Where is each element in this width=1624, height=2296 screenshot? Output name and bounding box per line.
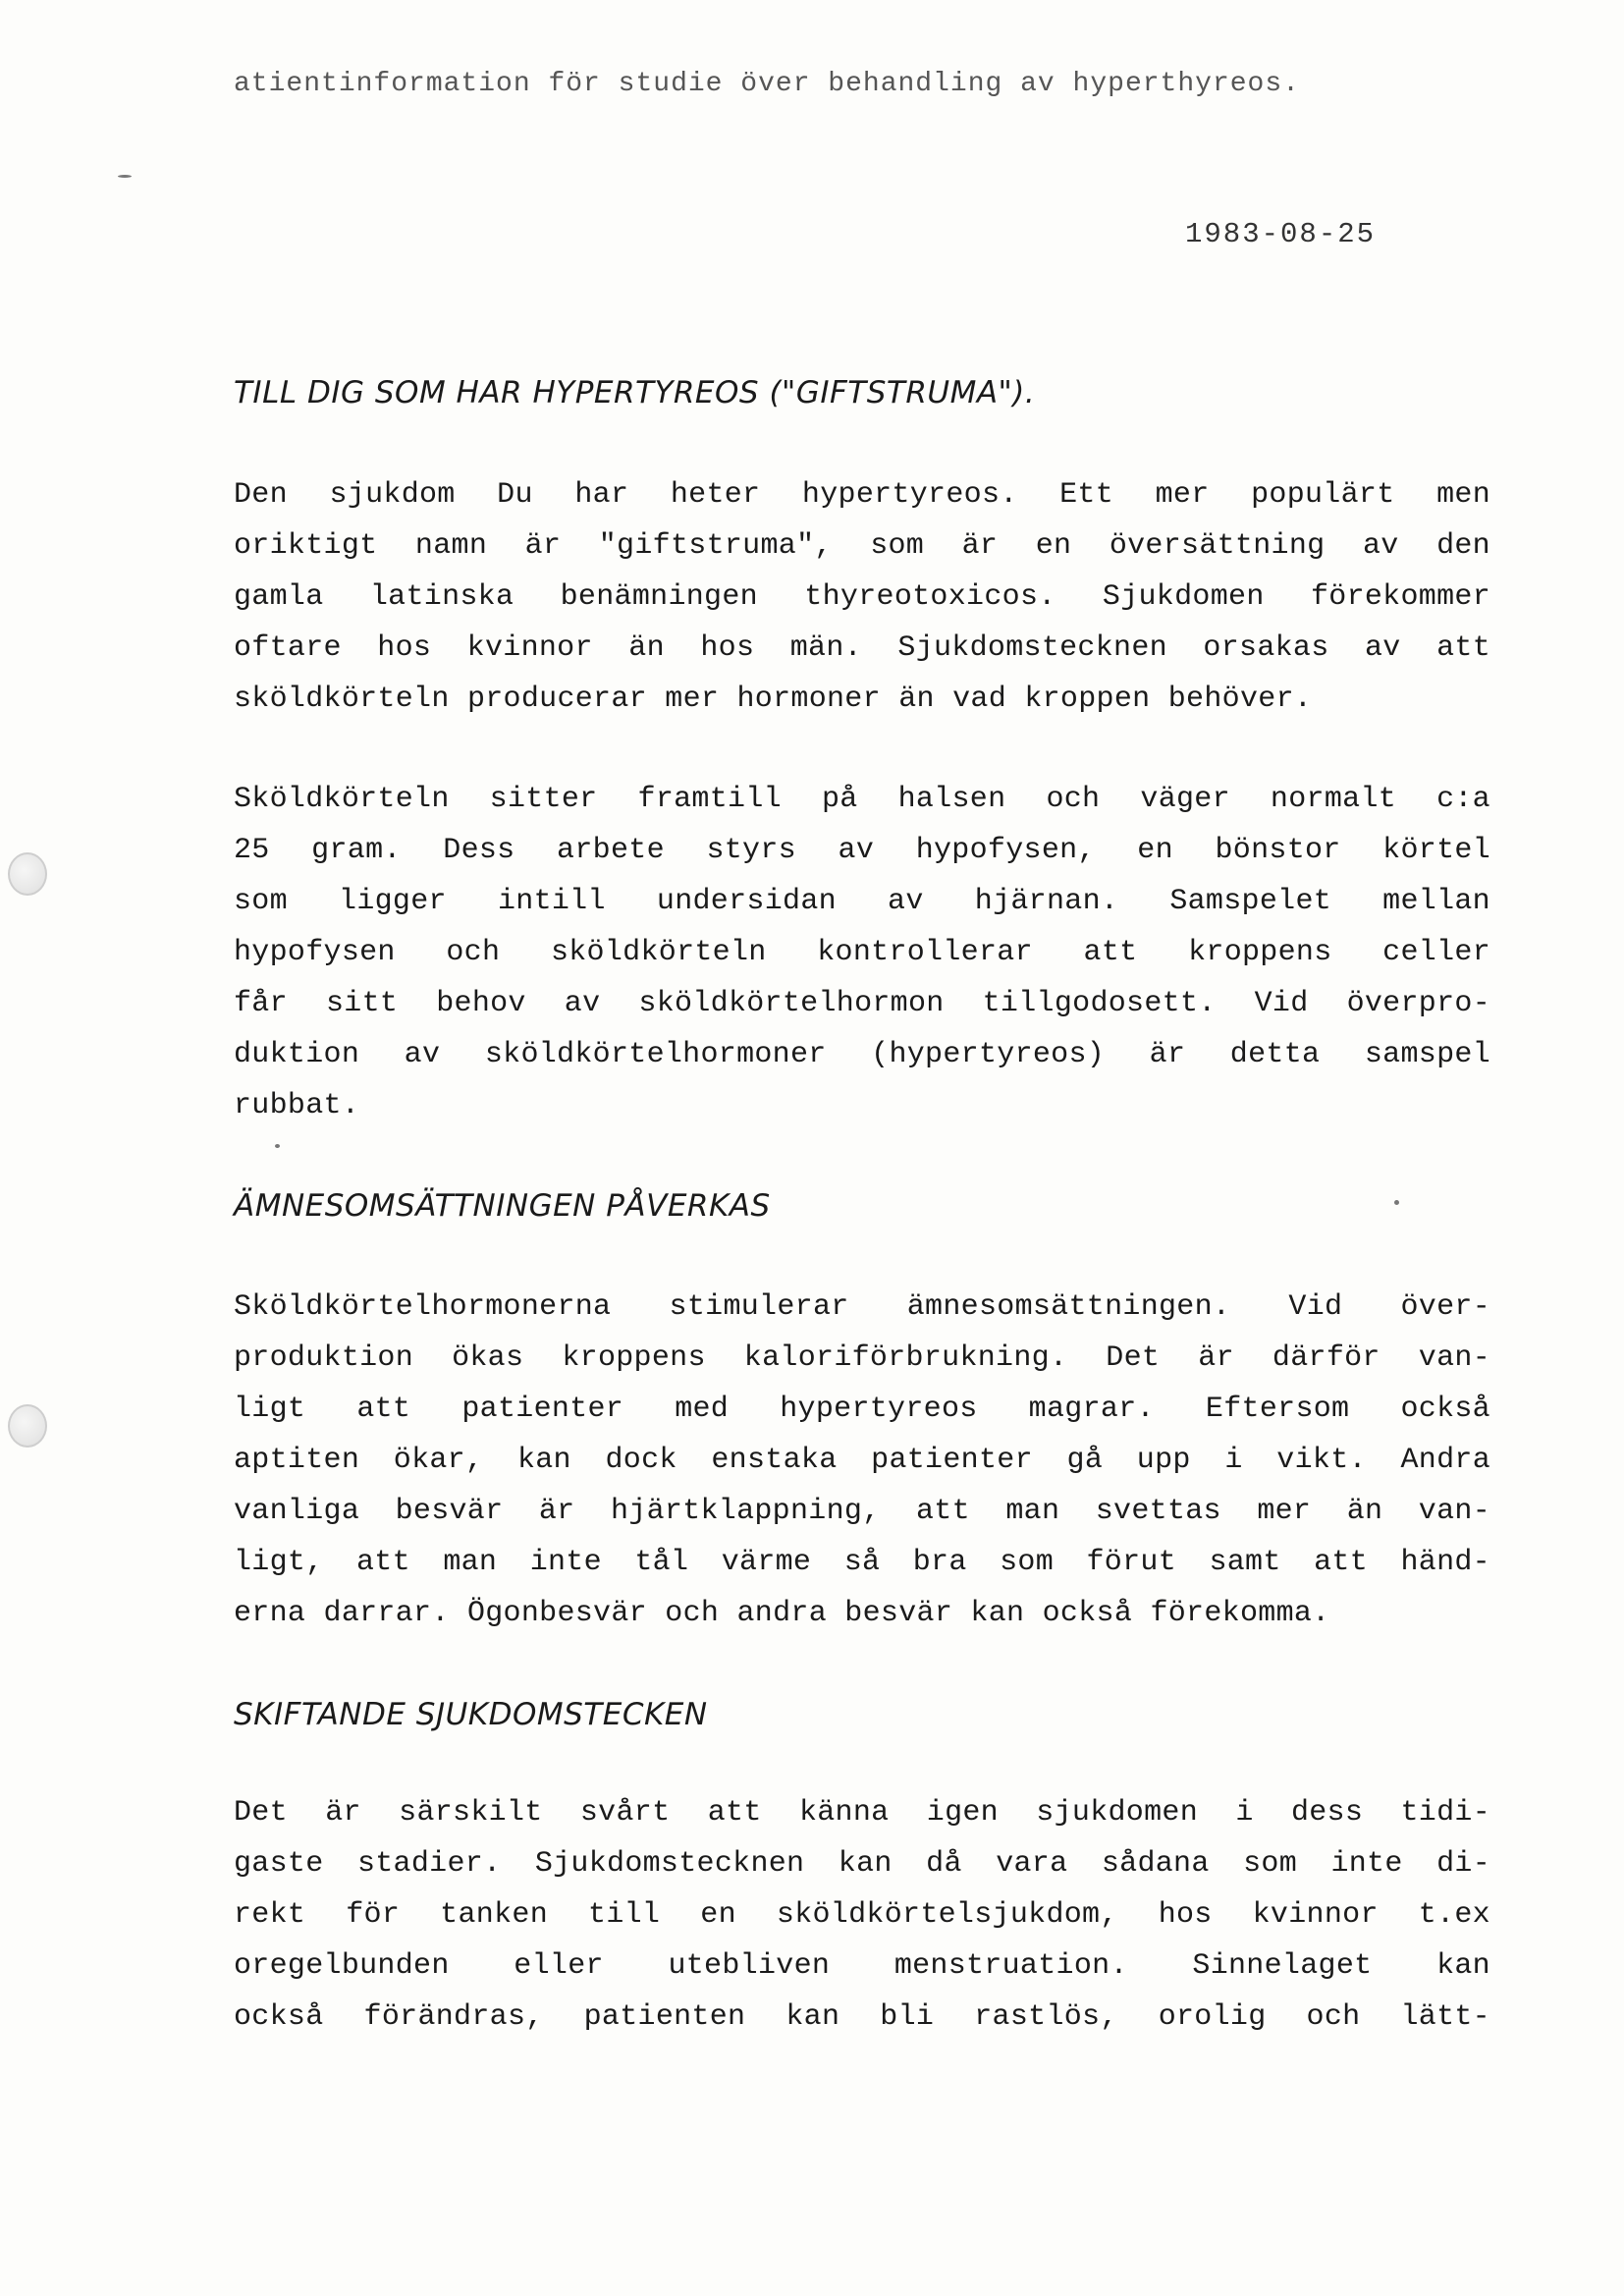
text-line: Sköldkörteln sitter framtill på halsen och väger normalt c:a: [234, 783, 1490, 816]
text-line: som ligger intill undersidan av hjärnan. Samspelet mellan: [234, 885, 1490, 918]
text-line: gamla latinska benämningen thyreotoxicos. Sjukdomen förekommer: [234, 580, 1490, 614]
text-line: vanliga besvär är hjärtklappning, att man svettas mer än van-: [234, 1495, 1490, 1528]
punch-hole-1: [8, 852, 47, 896]
section-heading: SKIFTANDE SJUKDOMSTECKEN: [234, 1697, 708, 1732]
paragraph: [234, 774, 1490, 1131]
paragraph: [234, 1787, 1490, 2043]
text-line: produktion ökas kroppens kaloriförbrukning. Det är därför van-: [234, 1341, 1490, 1375]
text-line: 25 gram. Dess arbete styrs av hypofysen, en bönstor körtel: [234, 834, 1490, 867]
text-line: duktion av sköldkörtelhormoner (hypertyreos) är detta samspel: [234, 1038, 1490, 1071]
paragraph: [234, 469, 1490, 725]
running-header: atientinformation för studie över behandling av hyperthyreos.: [234, 69, 1300, 99]
text-line: erna darrar. Ögonbesvär och andra besvär kan också förekomma.: [234, 1597, 1330, 1630]
text-line: ligt att patienter med hypertyreos magrar. Eftersom också: [234, 1393, 1490, 1426]
document-date: 1983-08-25: [1185, 218, 1377, 250]
text-line: ligt, att man inte tål värme så bra som förut samt att händ-: [234, 1546, 1490, 1579]
scan-speck: [1394, 1200, 1399, 1205]
text-line: rekt för tanken till en sköldkörtelsjukdom, hos kvinnor t.ex: [234, 1898, 1490, 1932]
text-line: aptiten ökar, kan dock enstaka patienter gå upp i vikt. Andra: [234, 1444, 1490, 1477]
scan-speck: [118, 175, 132, 178]
text-line: Den sjukdom Du har heter hypertyreos. Ett mer populärt men: [234, 478, 1490, 512]
section-heading: ÄMNESOMSÄTTNINGEN PÅVERKAS: [234, 1188, 771, 1224]
section-heading: TILL DIG SOM HAR HYPERTYREOS ("GIFTSTRUMA").: [234, 375, 1036, 410]
text-line: rubbat.: [234, 1089, 360, 1122]
text-line: gaste stadier. Sjukdomstecknen kan då vara sådana som inte di-: [234, 1847, 1490, 1881]
text-line: Det är särskilt svårt att känna igen sjukdomen i dess tidi-: [234, 1796, 1490, 1830]
text-line: oriktigt namn är "giftstruma", som är en översättning av den: [234, 529, 1490, 563]
text-line: sköldkörteln producerar mer hormoner än vad kroppen behöver.: [234, 683, 1313, 716]
text-line: oftare hos kvinnor än hos män. Sjukdomstecknen orsakas av att: [234, 631, 1490, 665]
punch-hole-2: [8, 1404, 47, 1448]
text-line: också förändras, patienten kan bli rastlös, orolig och lätt-: [234, 2000, 1490, 2034]
text-line: får sitt behov av sköldkörtelhormon tillgodosett. Vid överpro-: [234, 987, 1490, 1020]
text-line: oregelbunden eller utebliven menstruation. Sinnelaget kan: [234, 1949, 1490, 1983]
paragraph: [234, 1282, 1490, 1639]
scan-speck: [275, 1144, 280, 1148]
text-line: hypofysen och sköldkörteln kontrollerar att kroppens celler: [234, 936, 1490, 969]
text-line: Sköldkörtelhormonerna stimulerar ämnesomsättningen. Vid över-: [234, 1290, 1490, 1324]
